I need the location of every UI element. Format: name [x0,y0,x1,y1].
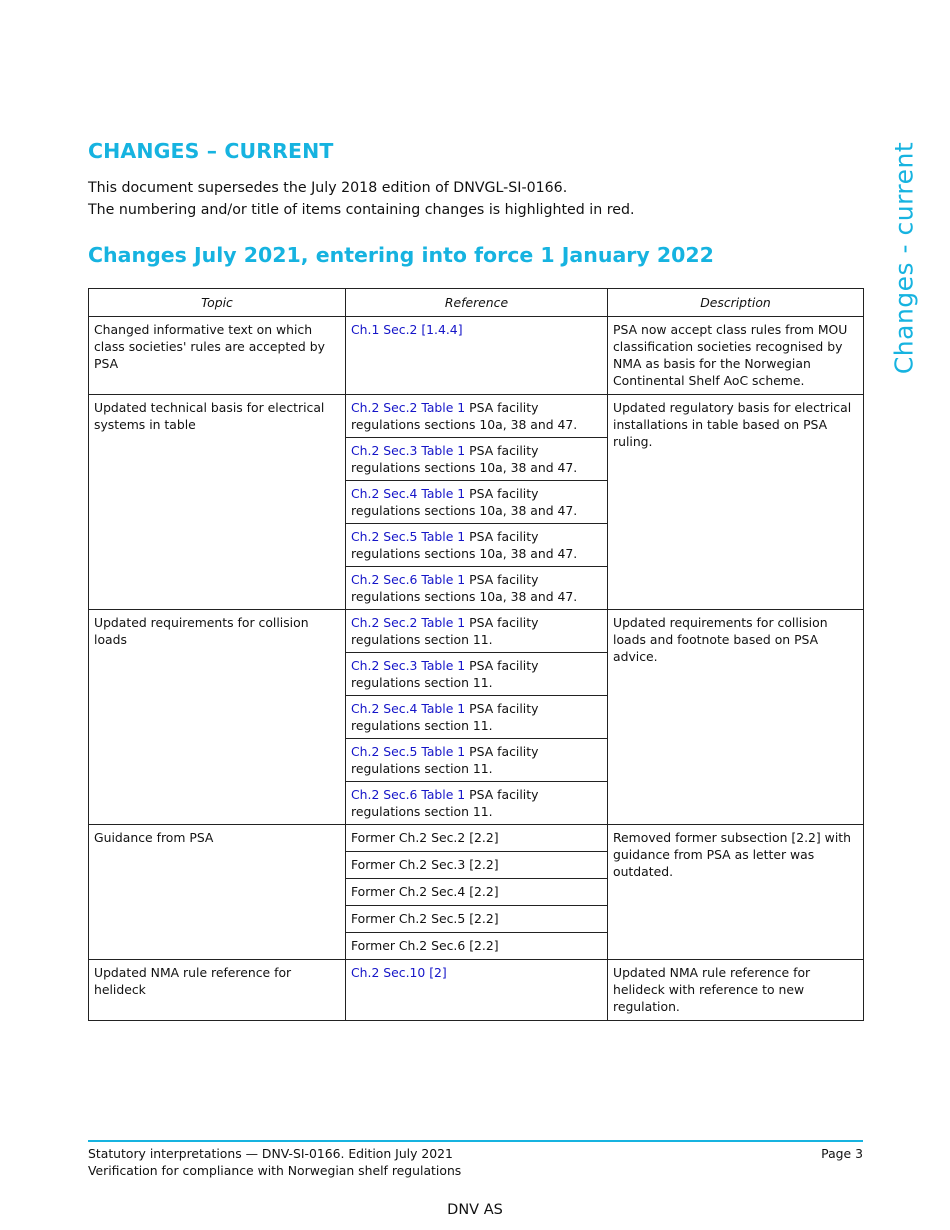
reference-text: PSA facility regulations sections 10a, 38 and 47. [351,572,578,604]
side-tab-label: Changes - current [889,141,919,375]
reference-text: PSA facility regulations sections 10a, 38 and 47. [351,529,578,561]
description-cell: Removed former subsection [2.2] with guidance from PSA as letter was outdated. [608,825,864,960]
table-row [89,825,864,852]
reference-link[interactable]: Ch.2 Sec.4 Table 1 [351,486,466,501]
reference-link[interactable]: Ch.2 Sec.6 Table 1 [351,572,466,587]
reference-link[interactable]: Ch.2 Sec.10 [2] [351,965,447,980]
table-row [89,317,864,395]
description-cell: PSA now accept class rules from MOU classification societies recognised by NMA as basis for the Norwegian Continental Shelf AoC scheme. [608,317,864,395]
reference-text: Former Ch.2 Sec.6 [2.2] [351,938,499,953]
page-title: CHANGES – CURRENT [88,139,334,163]
reference-link[interactable]: Ch.2 Sec.3 Table 1 [351,443,466,458]
reference-link[interactable]: Ch.2 Sec.2 Table 1 [351,615,466,630]
table-header-row [89,289,864,317]
intro-line-2: The numbering and/or title of items containing changes is highlighted in red. [88,202,635,218]
topic-cell: Updated NMA rule reference for helideck [89,960,346,1021]
reference-cell [346,782,608,825]
reference-cell [346,906,608,933]
topic-cell: Updated requirements for collision loads [89,610,346,825]
table-body [89,317,864,1021]
reference-cell [346,852,608,879]
reference-text: PSA facility regulations section 11. [351,615,539,647]
reference-text: Former Ch.2 Sec.5 [2.2] [351,911,499,926]
reference-link[interactable]: Ch.2 Sec.3 Table 1 [351,658,466,673]
reference-text: Former Ch.2 Sec.3 [2.2] [351,857,499,872]
reference-cell [346,567,608,610]
section-heading: Changes July 2021, entering into force 1 January 2022 [88,243,714,267]
reference-cell [346,739,608,782]
reference-cell [346,696,608,739]
table-row [89,395,864,438]
topic-cell: Updated technical basis for electrical systems in table [89,395,346,610]
description-cell: Updated requirements for collision loads and footnote based on PSA advice. [608,610,864,825]
reference-link[interactable]: Ch.2 Sec.6 Table 1 [351,787,466,802]
footer-divider [88,1140,863,1142]
reference-cell [346,933,608,960]
reference-cell [346,395,608,438]
intro-line-1: This document supersedes the July 2018 edition of DNVGL-SI-0166. [88,180,568,196]
description-cell: Updated NMA rule reference for helideck with reference to new regulation. [608,960,864,1021]
page-number: Page 3 [821,1146,863,1161]
reference-cell [346,825,608,852]
reference-cell [346,524,608,567]
description-cell: Updated regulatory basis for electrical installations in table based on PSA ruling. [608,395,864,610]
reference-text: Former Ch.2 Sec.4 [2.2] [351,884,499,899]
reference-text: PSA facility regulations sections 10a, 38 and 47. [351,443,578,475]
table-row [89,960,864,1021]
reference-cell [346,960,608,1021]
reference-text: PSA facility regulations sections 10a, 38 and 47. [351,486,578,518]
reference-text: Former Ch.2 Sec.2 [2.2] [351,830,499,845]
topic-cell: Changed informative text on which class societies' rules are accepted by PSA [89,317,346,395]
changes-table [88,288,864,1021]
reference-cell [346,610,608,653]
table-row [89,610,864,653]
reference-text: PSA facility regulations section 11. [351,658,539,690]
reference-text: PSA facility regulations section 11. [351,701,539,733]
reference-cell [346,653,608,696]
reference-link[interactable]: Ch.2 Sec.2 Table 1 [351,400,466,415]
reference-link[interactable]: Ch.2 Sec.5 Table 1 [351,529,466,544]
column-header-topic: Topic [89,289,346,317]
reference-text: PSA facility regulations section 11. [351,744,539,776]
reference-cell [346,317,608,395]
company-name: DNV AS [447,1202,503,1218]
reference-cell [346,438,608,481]
reference-link[interactable]: Ch.2 Sec.5 Table 1 [351,744,466,759]
reference-text: PSA facility regulations sections 10a, 38 and 47. [351,400,578,432]
column-header-reference: Reference [346,289,608,317]
reference-cell [346,481,608,524]
reference-link[interactable]: Ch.2 Sec.4 Table 1 [351,701,466,716]
column-header-description: Description [608,289,864,317]
reference-link[interactable]: Ch.1 Sec.2 [1.4.4] [351,322,463,337]
reference-text: PSA facility regulations section 11. [351,787,539,819]
footer-document-title: Statutory interpretations — DNV-SI-0166. Edition July 2021 [88,1146,453,1161]
reference-cell [346,879,608,906]
footer-document-subtitle: Verification for compliance with Norwegian shelf regulations [88,1163,462,1178]
topic-cell: Guidance from PSA [89,825,346,960]
